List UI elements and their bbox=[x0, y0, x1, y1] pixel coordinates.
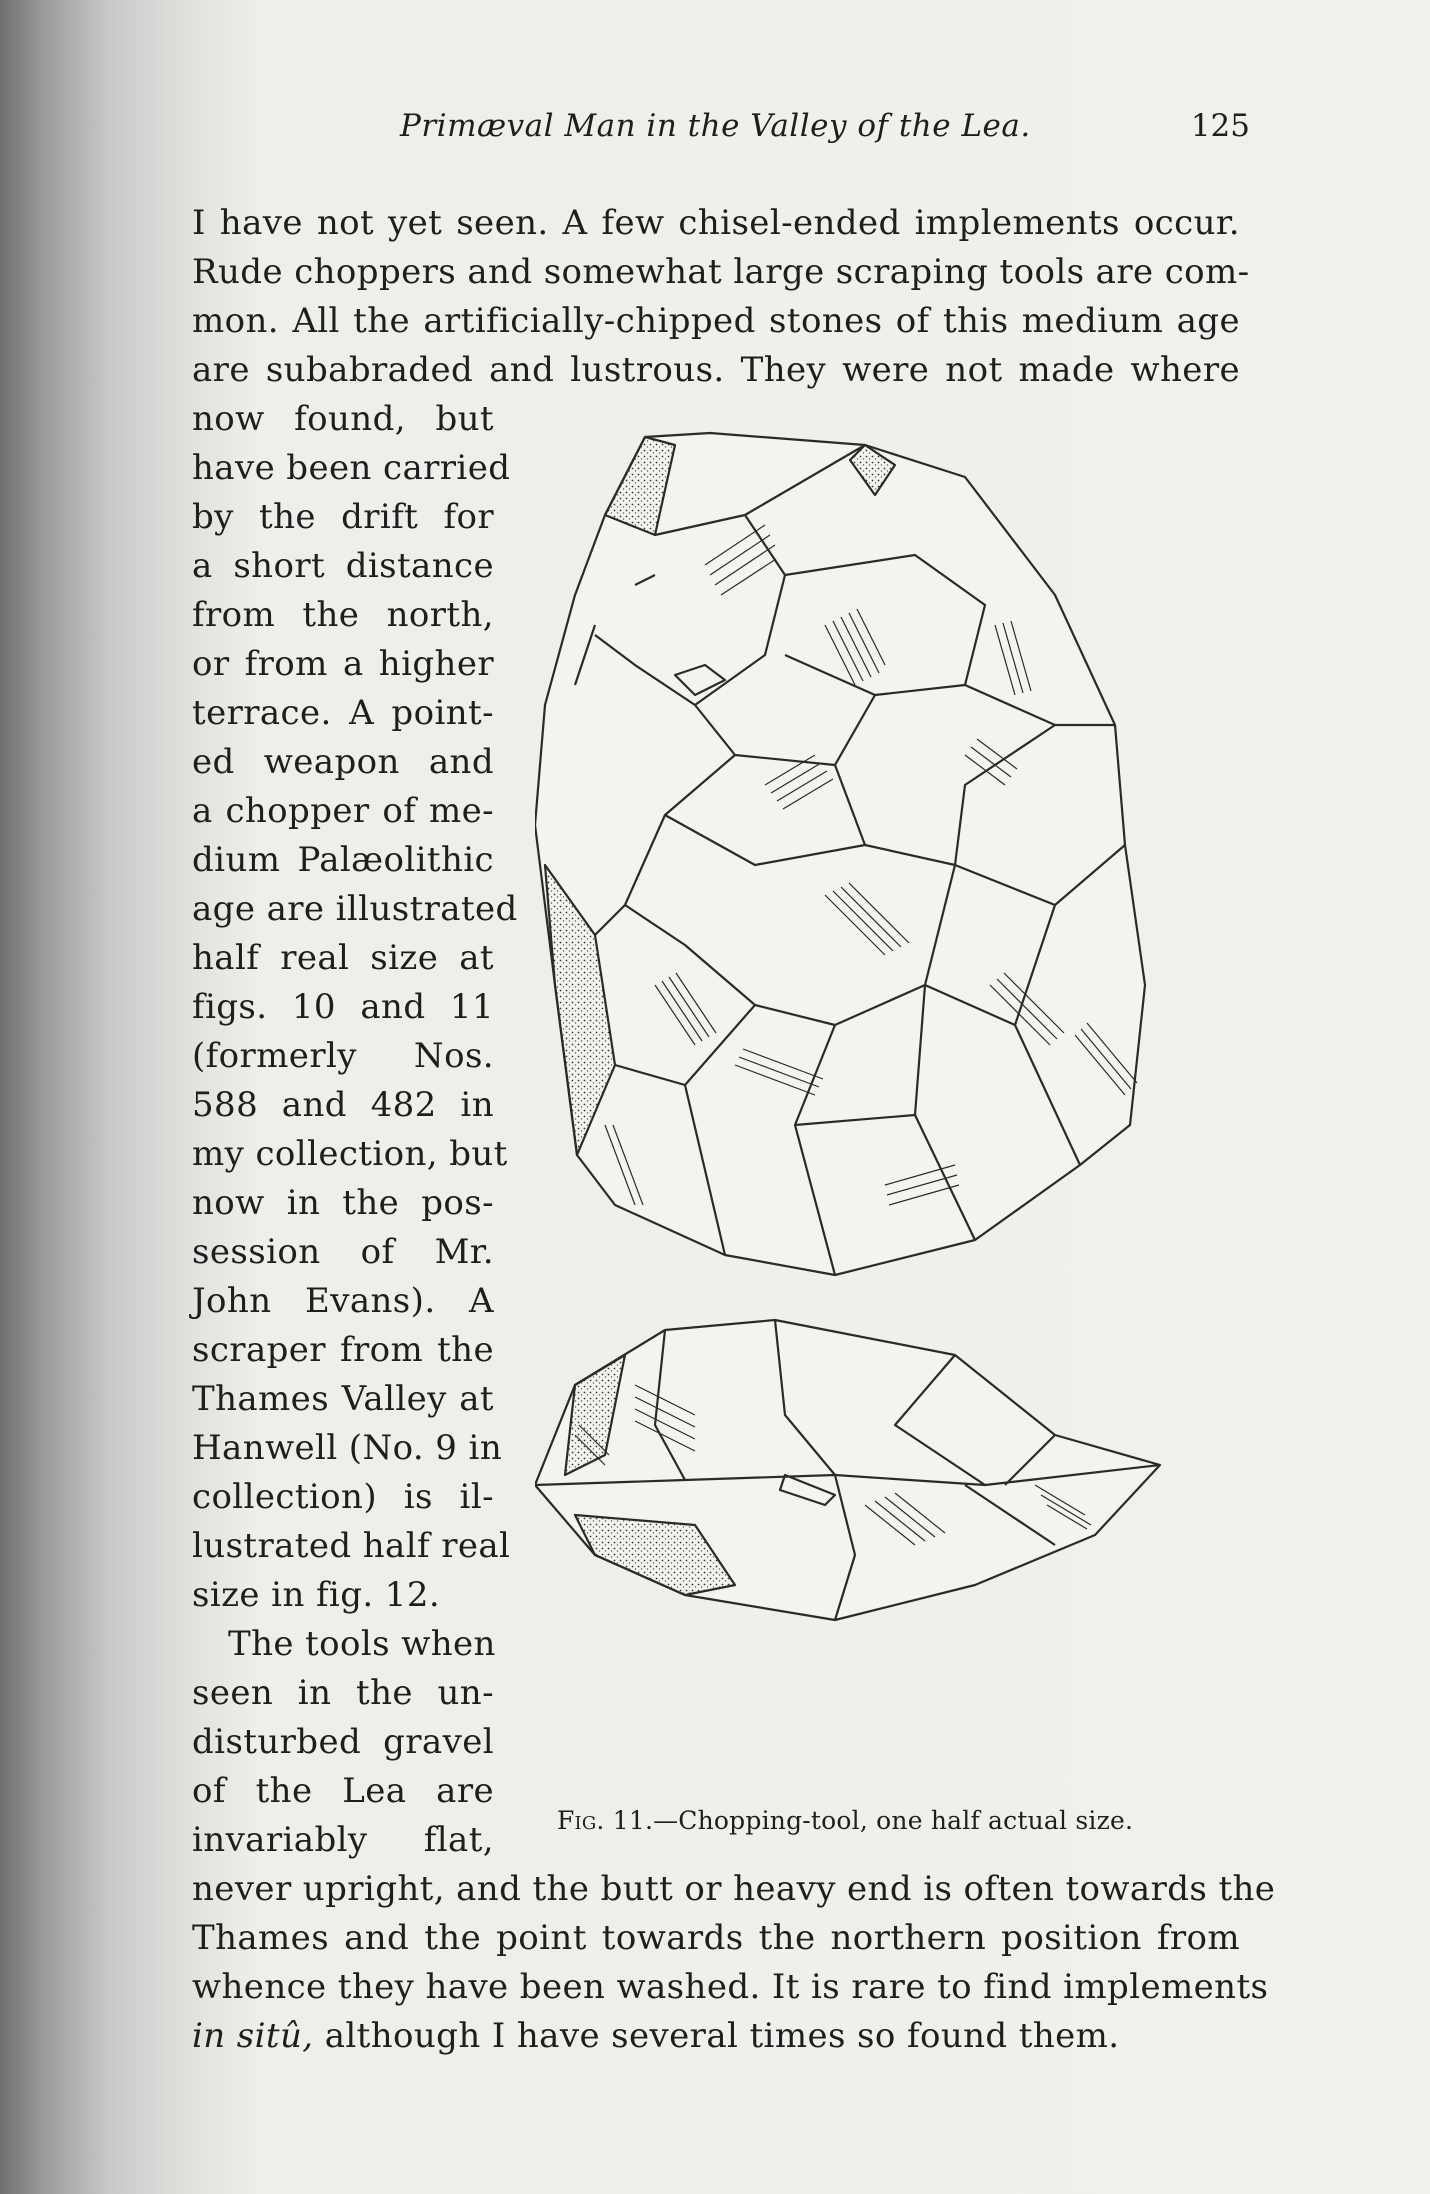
text-line: have been carried bbox=[192, 448, 511, 488]
text-line: John Evans). A bbox=[192, 1281, 494, 1321]
text-line: my collection, but bbox=[192, 1134, 508, 1174]
text-line: terrace. A point- bbox=[192, 693, 494, 733]
text-line: (formerly Nos. bbox=[192, 1036, 494, 1076]
text-line bbox=[192, 2016, 1120, 2056]
italic-term: in sitû, bbox=[192, 2016, 314, 2056]
text-line: invariably flat, bbox=[192, 1820, 494, 1860]
text-line: a short distance bbox=[192, 546, 494, 586]
text-line-rest: although I have several times so found them. bbox=[313, 2016, 1120, 2056]
page-header bbox=[400, 108, 1250, 152]
text-line: from the north, bbox=[192, 595, 494, 635]
text-line: Hanwell (No. 9 in bbox=[192, 1428, 503, 1468]
text-line: The tools when bbox=[228, 1624, 496, 1664]
text-line: ed weapon and bbox=[192, 742, 494, 782]
text-line: dium Palæolithic bbox=[192, 840, 494, 880]
text-line: lustrated half real bbox=[192, 1526, 511, 1566]
text-line: collection) is il- bbox=[192, 1477, 494, 1517]
text-line: a chopper of me- bbox=[192, 791, 494, 831]
text-line: seen in the un- bbox=[192, 1673, 494, 1713]
text-line: of the Lea are bbox=[192, 1771, 494, 1811]
page-number: 125 bbox=[1190, 108, 1250, 144]
text-line: Rude choppers and somewhat large scraping tools are com- bbox=[192, 252, 1250, 292]
text-line: Thames Valley at bbox=[192, 1379, 494, 1419]
text-line: now found, but bbox=[192, 399, 494, 439]
text-line: size in fig. 12. bbox=[192, 1575, 441, 1615]
text-line: Thames and the point towards the northern position from bbox=[192, 1918, 1240, 1958]
text-line: never upright, and the butt or heavy end is often towards the bbox=[192, 1869, 1276, 1909]
text-line: 588 and 482 in bbox=[192, 1085, 494, 1125]
text-line: whence they have been washed. It is rare to find implements bbox=[192, 1967, 1269, 2007]
text-line: by the drift for bbox=[192, 497, 494, 537]
text-line: are subabraded and lustrous. They were not made where bbox=[192, 350, 1240, 390]
text-line: half real size at bbox=[192, 938, 494, 978]
figure-label: Fig. 11. bbox=[557, 1806, 654, 1835]
text-line: age are illustrated bbox=[192, 889, 518, 929]
chopping-tool-face-view bbox=[535, 433, 1145, 1275]
text-line: disturbed gravel bbox=[192, 1722, 494, 1762]
chopping-tool-side-view bbox=[535, 1320, 1160, 1620]
chopping-tool-illustration bbox=[535, 425, 1235, 1805]
text-line: I have not yet seen. A few chisel-ended implements occur. bbox=[192, 203, 1240, 243]
text-line: scraper from the bbox=[192, 1330, 494, 1370]
text-line: mon. All the artificially-chipped stones of this medium age bbox=[192, 301, 1240, 341]
text-line: now in the pos- bbox=[192, 1183, 494, 1223]
text-line: session of Mr. bbox=[192, 1232, 494, 1272]
text-line: figs. 10 and 11 bbox=[192, 987, 494, 1027]
figure-description: —Chopping-tool, one half actual size. bbox=[653, 1806, 1134, 1835]
figure-caption bbox=[557, 1806, 1133, 1835]
running-title: Primæval Man in the Valley of the Lea. bbox=[400, 108, 1031, 144]
text-line: or from a higher bbox=[192, 644, 494, 684]
